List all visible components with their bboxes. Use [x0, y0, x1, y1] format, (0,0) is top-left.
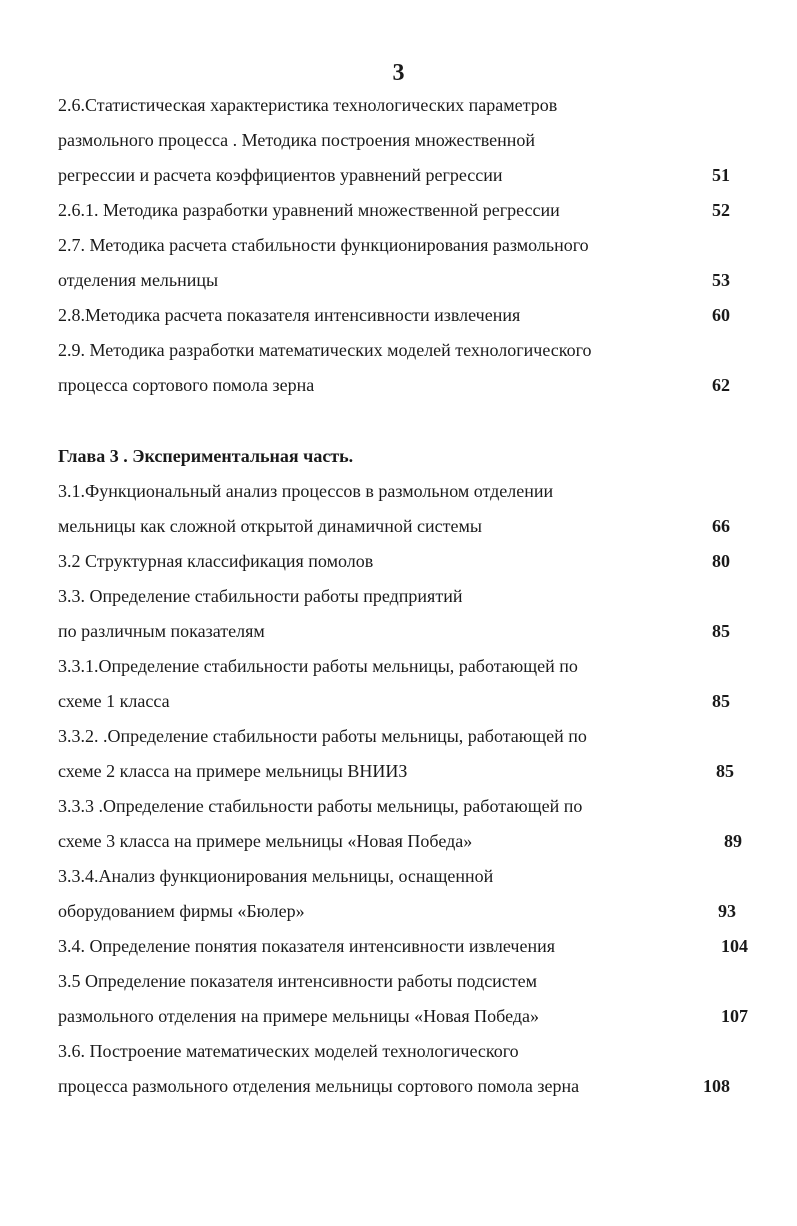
toc-entry-text: 3.3.3 .Определение стабильности работы мельницы, работающей по	[58, 796, 583, 816]
toc-entry-line	[58, 333, 730, 368]
toc-entry-text: 3.3.2. .Определение стабильности работы мельницы, работающей по	[58, 726, 587, 746]
toc-entry-line	[58, 929, 748, 964]
toc-entry-text: 3.3.1.Определение стабильности работы мельницы, работающей по	[58, 656, 578, 676]
toc-entry-text: 3.2 Структурная классификация помолов	[58, 551, 374, 571]
toc-entry-page-number: 66	[712, 516, 730, 536]
toc-entry-page-number: 89	[724, 831, 742, 851]
toc-entry-text: 3.5 Определение показателя интенсивности работы подсистем	[58, 971, 538, 991]
toc-entry-text: 3.1.Функциональный анализ процессов в размольном отделении	[58, 481, 554, 501]
toc-entry-page-number: 108	[703, 1076, 730, 1096]
toc-entry-text: мельницы как сложной открытой динамичной системы	[58, 516, 482, 536]
toc-entry-text: процесса размольного отделения мельницы сортового помола зерна	[58, 1076, 580, 1096]
toc-entry-line	[58, 579, 730, 614]
toc-entry-line	[58, 474, 730, 509]
toc-entry-text: 3.6. Построение математических моделей технологического	[58, 1041, 519, 1061]
toc-entry-text: 3.4. Определение понятия показателя интенсивности извлечения	[58, 936, 555, 956]
toc-entry-page-number: 80	[712, 551, 730, 571]
toc-entry-line	[58, 544, 730, 579]
toc-entry-text: схеме 1 класса	[58, 691, 170, 711]
toc-entry-text: размольного процесса . Методика построения множественной	[58, 130, 536, 150]
toc-entry-text: схеме 2 класса на примере мельницы ВНИИЗ	[58, 761, 408, 781]
toc-entry-line	[58, 964, 730, 999]
toc-entry-text: 2.8.Методика расчета показателя интенсивности извлечения	[58, 305, 521, 325]
toc-entry-line	[58, 123, 730, 158]
toc-entry-page-number: 62	[712, 375, 730, 395]
toc-entry-line	[58, 859, 730, 894]
toc-entry-text: 3.3. Определение стабильности работы предприятий	[58, 586, 463, 606]
chapter-3-title: Глава 3 . Экспериментальная часть.	[58, 446, 354, 466]
toc-entry-text: 2.7. Методика расчета стабильности функционирования размольного	[58, 235, 589, 255]
toc-entry-line	[58, 894, 736, 929]
toc-entry-text: регрессии и расчета коэффициентов уравнений регрессии	[58, 165, 503, 185]
toc-entry-page-number: 85	[712, 621, 730, 641]
toc-entry-page-number: 60	[712, 305, 730, 325]
chapter-3-heading	[58, 439, 730, 474]
toc-entry-text: 2.6.1. Методика разработки уравнений множественной регрессии	[58, 200, 560, 220]
table-of-contents	[58, 88, 748, 1104]
toc-entry-page-number: 107	[721, 1006, 748, 1026]
toc-entry-text: 2.9. Методика разработки математических моделей технологического	[58, 340, 592, 360]
toc-entry-text: размольного отделения на примере мельницы «Новая Победа»	[58, 1006, 539, 1026]
toc-entry-line	[58, 719, 730, 754]
toc-entry-line	[58, 368, 730, 403]
chapter-3-items	[58, 474, 748, 1104]
toc-entry-line	[58, 684, 730, 719]
toc-entry-line	[58, 999, 748, 1034]
toc-entry-page-number: 85	[712, 691, 730, 711]
chapter-2-sections	[58, 88, 730, 403]
toc-entry-line	[58, 649, 730, 684]
toc-entry-line	[58, 1069, 730, 1104]
toc-entry-page-number: 53	[712, 270, 730, 290]
toc-entry-text: отделения мельницы	[58, 270, 219, 290]
toc-entry-line	[58, 158, 730, 193]
toc-entry-line	[58, 754, 734, 789]
page-number: 3	[392, 60, 405, 86]
toc-entry-line	[58, 298, 730, 333]
toc-entry-line	[58, 614, 730, 649]
toc-entry-line	[58, 509, 730, 544]
toc-entry-line	[58, 88, 730, 123]
toc-entry-line	[58, 193, 730, 228]
toc-entry-text: схеме 3 класса на примере мельницы «Новая Победа»	[58, 831, 473, 851]
toc-entry-line	[58, 1034, 730, 1069]
toc-entry-page-number: 85	[716, 761, 734, 781]
toc-entry-text: процесса сортового помола зерна	[58, 375, 315, 395]
toc-entry-line	[58, 789, 730, 824]
toc-entry-line	[58, 263, 730, 298]
toc-entry-text: 2.6.Статистическая характеристика технологических параметров	[58, 95, 558, 115]
toc-entry-page-number: 104	[721, 936, 748, 956]
toc-entry-page-number: 51	[712, 165, 730, 185]
toc-entry-text: 3.3.4.Анализ функционирования мельницы, оснащенной	[58, 866, 494, 886]
chapter-gap	[58, 403, 730, 439]
toc-entry-line	[58, 824, 742, 859]
toc-entry-text: оборудованием фирмы «Бюлер»	[58, 901, 305, 921]
toc-entry-page-number: 52	[712, 200, 730, 220]
toc-entry-page-number: 93	[718, 901, 736, 921]
toc-entry-text: по различным показателям	[58, 621, 265, 641]
toc-entry-line	[58, 228, 730, 263]
